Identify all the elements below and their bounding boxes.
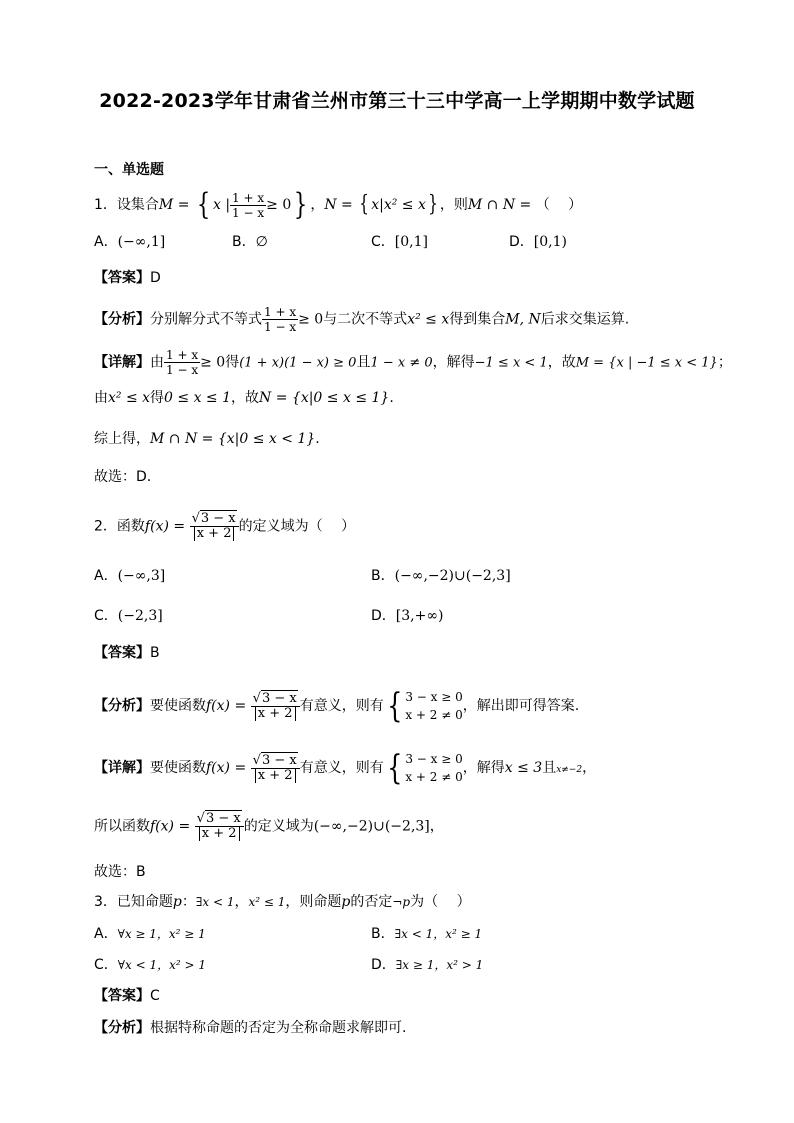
page-title: 2022-2023学年甘肃省兰州市第三十三中学高一上学期期中数学试题	[99, 90, 695, 112]
answer-line: 【答案】D	[94, 270, 161, 286]
pick-line: 故选：B	[94, 864, 146, 880]
section-heading: 一、单选题	[94, 162, 164, 178]
option-b: B．(−∞,−2)∪(−2,3]	[371, 568, 511, 584]
fraction: $\frac{1 + x}{1 - x}$	[232, 190, 265, 220]
option-b: B．∃x < 1，x² ≥ 1	[371, 926, 483, 942]
question-3-stem: 3．已知命题p：∃x < 1，x² ≤ 1，则命题p的否定¬p为（ ）	[94, 894, 471, 910]
option-d: D．[0,1)	[509, 234, 567, 250]
detail-line-1: 【详解】要使函数f(x) = $\frac{√3 - x}{x + 2}$ 有意义，则有{ 3 − x ≥ 0 x + 2 ≠ 0 ，解得x ≤ 3且x≠−2，	[94, 748, 597, 788]
option-a: A．∀x ≥ 1，x² ≥ 1	[94, 926, 206, 942]
option-c: C．[0,1]	[371, 234, 428, 250]
option-a: A．(−∞,1]	[94, 234, 166, 250]
question-2-stem: 2．函数f(x) = $\frac{√3 - x}{x + 2}$ 的定义域为（ ）	[94, 511, 356, 541]
detail-line-2: 所以函数f(x) = $\frac{√3 - x}{x + 2}$ 的定义域为(−∞,−2)∪(−2,3]，	[94, 811, 444, 841]
detail-line-3: 综上得，M ∩ N = {x|0 ≤ x < 1}.	[94, 431, 320, 447]
option-c: C．∀x < 1，x² > 1	[94, 957, 207, 973]
analysis-line: 【分析】要使函数f(x) = $\frac{√3 - x}{x + 2}$ 有意义，则有{ 3 − x ≥ 0 x + 2 ≠ 0 ，解出即可得答案.	[94, 686, 580, 726]
option-d: D．∃x ≥ 1，x² > 1	[371, 957, 484, 973]
detail-line-2: 由x² ≤ x得0 ≤ x ≤ 1，故N = {x|0 ≤ x ≤ 1}.	[94, 390, 394, 406]
answer-line: 【答案】B	[94, 645, 160, 661]
pick-line: 故选：D.	[94, 469, 152, 485]
option-c: C．(−2,3]	[94, 608, 163, 624]
analysis-line: 【分析】根据特称命题的否定为全称命题求解即可.	[94, 1020, 407, 1036]
option-a: A．(−∞,3]	[94, 568, 166, 584]
answer-line: 【答案】C	[94, 988, 160, 1004]
option-b: B．∅	[232, 234, 268, 250]
analysis-line: 【分析】分别解分式不等式 $\frac{1 + x}{1 - x}$ ≥ 0与二次不等式x² ≤ x得到集合M, N后求交集运算.	[94, 305, 630, 334]
question-1-stem: 1．设集合M = { x | $\frac{1 + x}{1 - x}$ ≥ 0} ，N = { x|x² ≤ x} ，则M ∩ N = （ ）	[94, 187, 583, 222]
option-d: D．[3,+∞)	[371, 608, 444, 624]
detail-line-1: 【详解】由 $\frac{1 + x}{1 - x}$ ≥ 0得(1 + x)(1 − x) ≥ 0且1 − x ≠ 0，解得−1 ≤ x < 1，故M = {x | −1 ≤ x < 1}；	[94, 348, 732, 377]
